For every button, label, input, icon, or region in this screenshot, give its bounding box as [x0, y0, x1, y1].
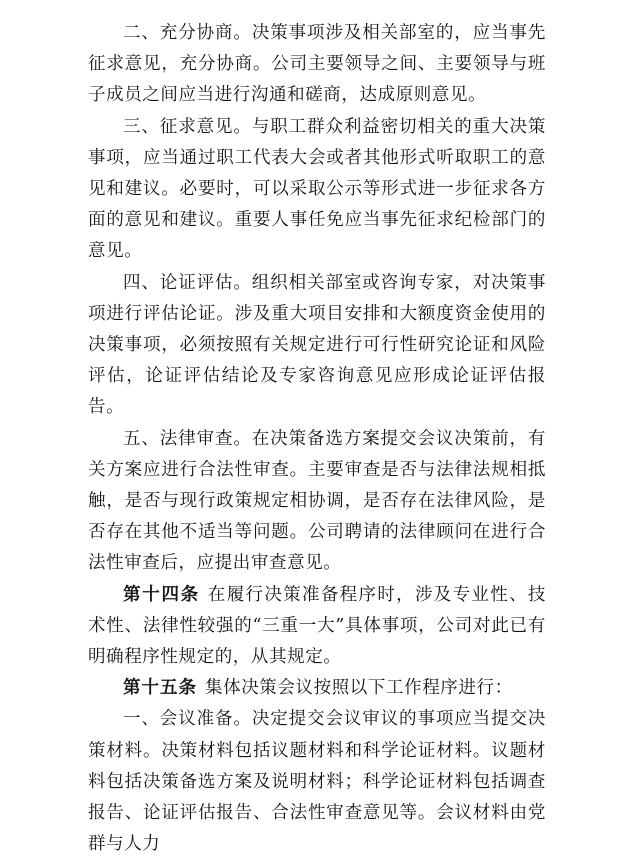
- paragraph-text: 在履行决策准备程序时，涉及专业性、技术性、法律性较强的“三重一大”具体事项，公司对此已有明确程序性规定的，从其规定。: [88, 584, 546, 668]
- paragraph-text: 五、法律审查。在决策备选方案提交会议决策前，有关方案应进行合法性审查。主要审查是否与法律法规相抵触，是否与现行政策规定相协调，是否存在法律风险，是否存在其他不适当等问题。公司聘请的法律顾问在进行合法性审查后，应提出审查意见。: [88, 428, 546, 574]
- article-number: 第十五条: [123, 678, 197, 699]
- paragraph-meeting-preparation: [88, 704, 546, 860]
- paragraph-text: 四、论证评估。组织相关部室或咨询专家，对决策事项进行评估论证。涉及重大项目安排和大额度资金使用的决策事项，必须按照有关规定进行可行性研究论证和风险评估，论证评估结论及专家咨询意见应形成论证评估报告。: [88, 272, 546, 418]
- paragraph-text: 集体决策会议按照以下工作程序进行：: [205, 678, 513, 699]
- paragraph-text: 二、充分协商。决策事项涉及相关部室的，应当事先征求意见，充分协商。公司主要领导之间、主要领导与班子成员之间应当进行沟通和磋商，达成原则意见。: [88, 23, 546, 106]
- paragraph-consultation: [88, 18, 546, 112]
- paragraph-article-15: [88, 673, 546, 704]
- paragraph-legal-review: [88, 424, 546, 580]
- paragraph-article-14: [88, 580, 546, 674]
- paragraph-solicit-opinions: [88, 112, 546, 268]
- paragraph-text: 三、征求意见。与职工群众利益密切相关的重大决策事项，应当通过职工代表大会或者其他形式听取职工的意见和建议。必要时，可以采取公示等形式进一步征求各方面的意见和建议。重要人事任免应当事先征求纪检部门的意见。: [88, 116, 546, 262]
- document-body: [88, 18, 546, 860]
- article-number: 第十四条: [123, 584, 200, 605]
- paragraph-text: 一、会议准备。决定提交会议审议的事项应当提交决策材料。决策材料包括议题材料和科学论证材料。议题材料包括决策备选方案及说明材料；科学论证材料包括调查报告、论证评估报告、合法性审查意见等。会议材料由党群与人力: [88, 709, 546, 855]
- paragraph-evaluation: [88, 268, 546, 424]
